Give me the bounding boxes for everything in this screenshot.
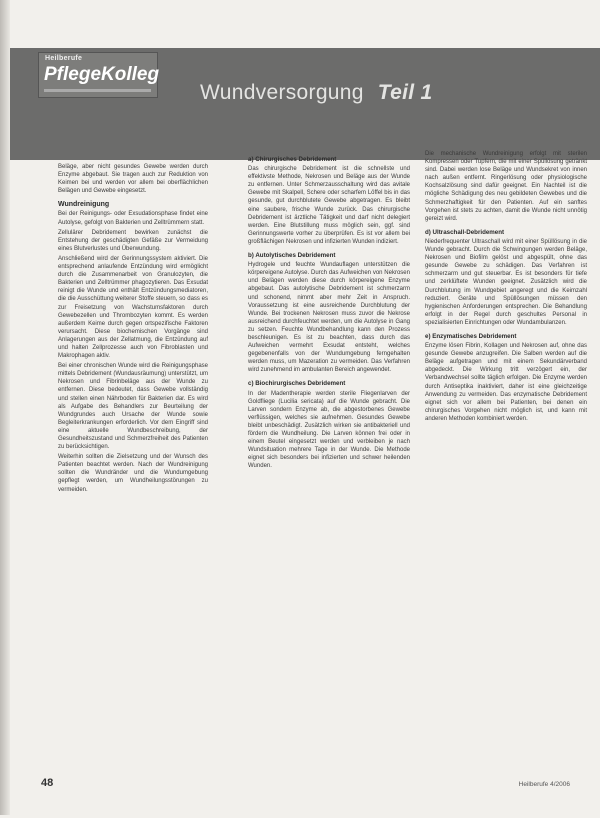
paragraph: Hydrogele und feuchte Wundauflagen unterstützen die körpereigene Autolyse. Durch das Aufweichen von Nekrosen und Belägen werden diese durch körpereigene Enzyme abgebaut. Das autolytische Debridement ist schmerzarm und schonend, nimmt aber mehr Zeit in Anspruch. Voraussetzung ist eine ausreichende Durchblutung der Wunde. Bei trockenen Nekrosen muss zuvor die Nekrose ausreichend durchfeuchtet werden, um die Autolyse in Gang zu setzen. Feuchte Wundbehandlung kann den Prozess beschleunigen. Es ist zu beachten, dass durch das Aufweichen vermehrt Exsudat entsteht, welches gegebenenfalls von der Wundumgebung ferngehalten werden muss, um Mazeration zu vermeiden. Das Verfahren wird zunehmend im ambulanten Bereich angewendet. bbox=[248, 262, 410, 374]
issue-reference: Heilberufe 4/2006 bbox=[518, 781, 570, 788]
text-column-1 bbox=[58, 163, 208, 818]
paragraph: In der Madentherapie werden sterile Fliegenlarven der Goldfliege (Lucilia sericata) auf die Wunde gebracht. Die Larven sondern Enzyme ab, die abgestorbenes Gewebe verflüssigen, welches sie aufnehmen. Gesundes Gewebe bleibt unbeschädigt. Zusätzlich wirken sie antibakteriell und fördern die Wundheilung. Die Larven können frei oder in einem Beutel eingesetzt werden und verbleiben je nach Wundsituation mehrere Tage in der Wunde. Die Methode eignet sich besonders bei infizierten und schwer heilenden Wunden. bbox=[248, 390, 410, 470]
paragraph: Weiterhin sollten die Zielsetzung und der Wunsch des Patienten beachtet werden. Nach der Wundreinigung sollten die Wundränder und die Wundumgebung gepflegt werden, um Wundheilungsstörungen zu vermeiden. bbox=[58, 454, 208, 493]
section-heading: c) Biochirurgisches Debridement bbox=[248, 380, 346, 388]
logo-brand: PflegeKolleg bbox=[44, 64, 160, 85]
paragraph: Bei der Reinigungs- oder Exsudationsphase findet eine Autolyse, gefolgt von Bakterien und Zelltrümmern statt. bbox=[58, 211, 208, 226]
logo-kicker: Heilberufe bbox=[45, 55, 83, 62]
section-heading: d) Ultraschall-Debridement bbox=[425, 228, 505, 236]
text-column-3 bbox=[425, 150, 587, 790]
paragraph: Enzyme lösen Fibrin, Kollagen und Nekrosen auf, ohne das gesunde Gewebe anzugreifen. Die Salben werden auf die Beläge aufgetragen und mit einem Sekundärverband abgedeckt. Die Wirkung tritt verzögert ein, der Verbandwechsel sollte täglich erfolgen. Die Enzyme werden durch Antiseptika inaktiviert, daher ist eine gleichzeitige Anwendung zu vermeiden. Das enzymatische Debridement eignet sich vor allem bei Patienten, bei denen ein chirurgisches Vorgehen nicht möglich ist, und kann mit anderen Methoden kombiniert werden. bbox=[425, 343, 587, 422]
text-column-2 bbox=[248, 150, 410, 790]
paragraph: Beläge, aber nicht gesundes Gewebe werden durch Enzyme abgebaut. Sie tragen auch zur Reduktion von Keimen bei und werden vor allem bei oberflächlichen Belägen und Gewebe eingesetzt. bbox=[58, 164, 208, 195]
section-heading: e) Enzymatisches Debridement bbox=[425, 332, 517, 340]
section-heading: a) Chirurgisches Debridement bbox=[248, 156, 337, 163]
title-main: Wundversorgung bbox=[200, 81, 364, 104]
section-heading: Wundreinigung bbox=[58, 201, 110, 209]
paragraph: Bei einer chronischen Wunde wird die Reinigungsphase mittels Debridement (Wundausräumung) unterstützt, um Nekrosen und Fibrinbeläge aus der Wunde zu entfernen. Diese bedeutet, dass Gewebe vollständig und stellen einen Nährboden für Bakterien dar. Es wird als Aufgabe des Behandlers zur Beurteilung der Wundgrundes auch Ursache der Wunde sowie Begleiterkrankungen erforderlich. Vor dem Eingriff sind eine aktuelle Wundbeschreibung, der Gesundheitszustand und Schmerzfreiheit des Patienten zu berücksichtigen. bbox=[58, 363, 208, 451]
logo-underline bbox=[44, 89, 151, 92]
paragraph: Die mechanische Wundreinigung erfolgt mit sterilen Kompressen oder Tupfern, die mit einer Spüllösung getränkt sind. Dabei werden lose Beläge und Wundsekret von innen nach außen entfernt. Ringerlösung oder physiologische Kochsalzlösung sind dafür geeignet. Ein Nachteil ist die mögliche Schädigung des neu gebildeten Gewebes und die Schmerzhaftigkeit für den Patienten. Auf ein sanftes Vorgehen ist stets zu achten, damit die Wunde nicht unnötig gereizt wird. bbox=[425, 151, 587, 222]
paragraph: Niederfrequenter Ultraschall wird mit einer Spüllösung in die Wunde gebracht. Durch die Schwingungen werden Beläge, Nekrosen und Biofilm gelöst und abgespült, ohne das gesunde Gewebe zu schädigen. Das Verfahren ist schmerzarm und gut steuerbar. Es ist besonders für tiefe und zerklüftete Wunden geeignet. Zusätzlich wird die Durchblutung im Wundgebiet angeregt und die Keimzahl reduziert. Geräte und Spüllösungen müssen den hygienischen Anforderungen entsprechen. Die Behandlung erfolgt in der Regel durch geschultes Personal in spezialisierten Einrichtungen oder Wundambulanzen. bbox=[425, 238, 587, 326]
paragraph: Anschließend wird der Gerinnungssystem aktiviert. Die entsprechend anlaufende Entzündung wird ermöglicht durch die Zusammenarbeit von Granulozyten, die Bakterien und Zelltrümmer phagozytieren. Das Exsudat reinigt die Wunde und enthält Entzündungsmediatoren, die die Ausschüttung weiterer Stoffe steuern, so dass es zur Freisetzung von Wachstumsfaktoren durch Gewebezellen und Thrombozyten kommt. Es werden außerdem Keime durch gegen ortspezifische Faktoren verursacht. Diese biochemischen Vorgänge sind Anlagerungen aus der Zellatmung, die Entzündung auf und halten Zellprozesse auch von Fibroblasten und Makrophagen aktiv. bbox=[58, 255, 208, 360]
page-number: 48 bbox=[41, 777, 54, 789]
section-heading: b) Autolytisches Debridement bbox=[248, 252, 336, 260]
page-spine-shadow bbox=[0, 0, 10, 815]
paragraph: Zellulärer Debridement bewirken zunächst die Entstehung der geschädigten Gefäße zur Vermeidung eines Blutverlustes und Überwundung. bbox=[58, 229, 208, 252]
pflegekolleg-logo bbox=[38, 52, 158, 98]
title-part: Teil 1 bbox=[377, 81, 433, 104]
page-title bbox=[200, 81, 432, 105]
paragraph: Das chirurgische Debridement ist die schnellste und effektivste Methode, Nekrosen und Beläge aus der Wunde zu entfernen. Unter Schmerzausschaltung wird das avitale Gewebe mit Skalpell, Schere oder scharfem Löffel bis in das gesunde, gut durchblutete Gewebe abgetragen. Es bleibt eine saubere, frische Wunde zurück. Das chirurgische Debridement ist ärztliche Tätigkeit und darf nicht delegiert werden. Eine Blutstillung muss möglich sein, ggf. sind Gerinnungswerte vorher zu überprüfen. Es ist vor allem bei großflächigen Nekrosen und infizierten Wunden indiziert. bbox=[248, 166, 410, 245]
